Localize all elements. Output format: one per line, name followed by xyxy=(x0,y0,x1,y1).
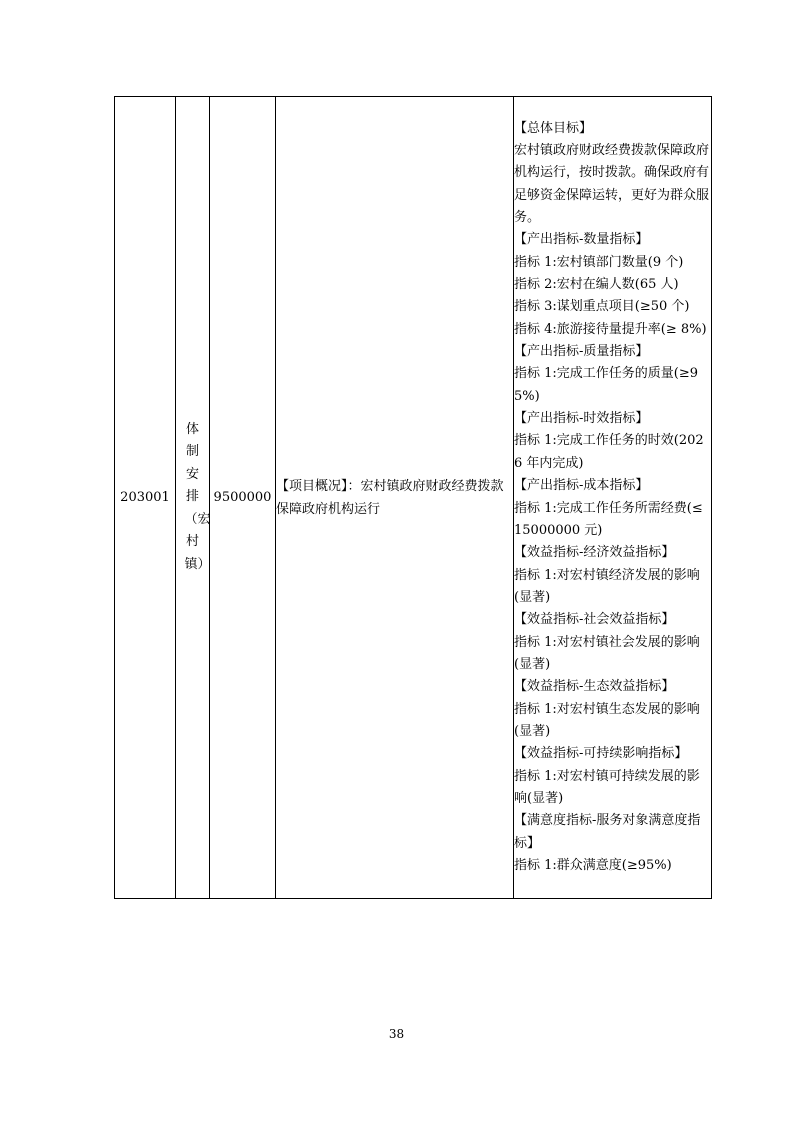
budget-table xyxy=(114,96,712,899)
performance-goals-cell xyxy=(514,97,712,899)
goal-section-heading: 【效益指标-社会效益指标】 xyxy=(514,612,675,628)
goal-section-heading: 【效益指标-可持续影响指标】 xyxy=(514,746,688,762)
page-number: 38 xyxy=(388,1027,405,1041)
goal-indicator: 指标 4:旅游接待量提升率(≥ 8%) xyxy=(514,321,707,337)
goal-indicator: 指标 3:谋划重点项目(≥50 个) xyxy=(514,299,690,315)
goal-section-heading: 【总体目标】 xyxy=(514,120,593,136)
goal-section-heading: 【产出指标-时效指标】 xyxy=(514,411,649,427)
goal-indicator: 指标 1:对宏村镇可持续发展的影响(显著) xyxy=(514,768,700,806)
goal-indicator: 指标 1:对宏村镇社会发展的影响(显著) xyxy=(514,634,700,672)
goal-indicator: 指标 1:完成工作任务的时效(2026 年内完成) xyxy=(514,433,704,471)
goal-section-heading: 【效益指标-生态效益指标】 xyxy=(514,679,675,695)
amount-cell xyxy=(210,97,276,899)
goal-section-heading: 【满意度指标-服务对象满意度指标】 xyxy=(514,813,701,851)
description-cell xyxy=(276,97,514,899)
goal-indicator: 宏村镇政府财政经费拨款保障政府机构运行，按时拨款。确保政府有足够资金保障运转，更好为群众服务。 xyxy=(514,143,710,226)
goal-section-heading: 【效益指标-经济效益指标】 xyxy=(514,545,675,561)
goal-indicator: 指标 1:对宏村镇经济发展的影响(显著) xyxy=(514,567,700,605)
goal-indicator: 指标 1:对宏村镇生态发展的影响(显著) xyxy=(514,701,700,739)
performance-goals-list xyxy=(514,118,711,878)
goal-indicator: 指标 1:宏村镇部门数量(9 个) xyxy=(514,254,684,270)
table-row xyxy=(115,97,712,899)
goal-indicator: 指标 2:宏村在编人数(65 人) xyxy=(514,277,679,293)
project-code: 203001 xyxy=(120,490,170,505)
project-name: 体制安排（宏村镇） xyxy=(184,421,211,572)
project-name-cell xyxy=(176,97,210,899)
goal-indicator: 指标 1:群众满意度(≥95%) xyxy=(514,858,672,873)
goal-section-heading: 【产出指标-数量指标】 xyxy=(514,232,649,248)
goal-section-heading: 【产出指标-质量指标】 xyxy=(514,344,649,360)
goal-indicator: 指标 1:完成工作任务的质量(≥95%) xyxy=(514,366,699,404)
project-code-cell xyxy=(115,97,176,899)
goal-section-heading: 【产出指标-成本指标】 xyxy=(514,478,649,494)
project-description: 【项目概况】：宏村镇政府财政经费拨款保障政府机构运行 xyxy=(276,478,504,517)
goal-indicator: 指标 1:完成工作任务所需经费(≤15000000 元) xyxy=(514,500,703,538)
amount-value: 9500000 xyxy=(213,490,272,505)
